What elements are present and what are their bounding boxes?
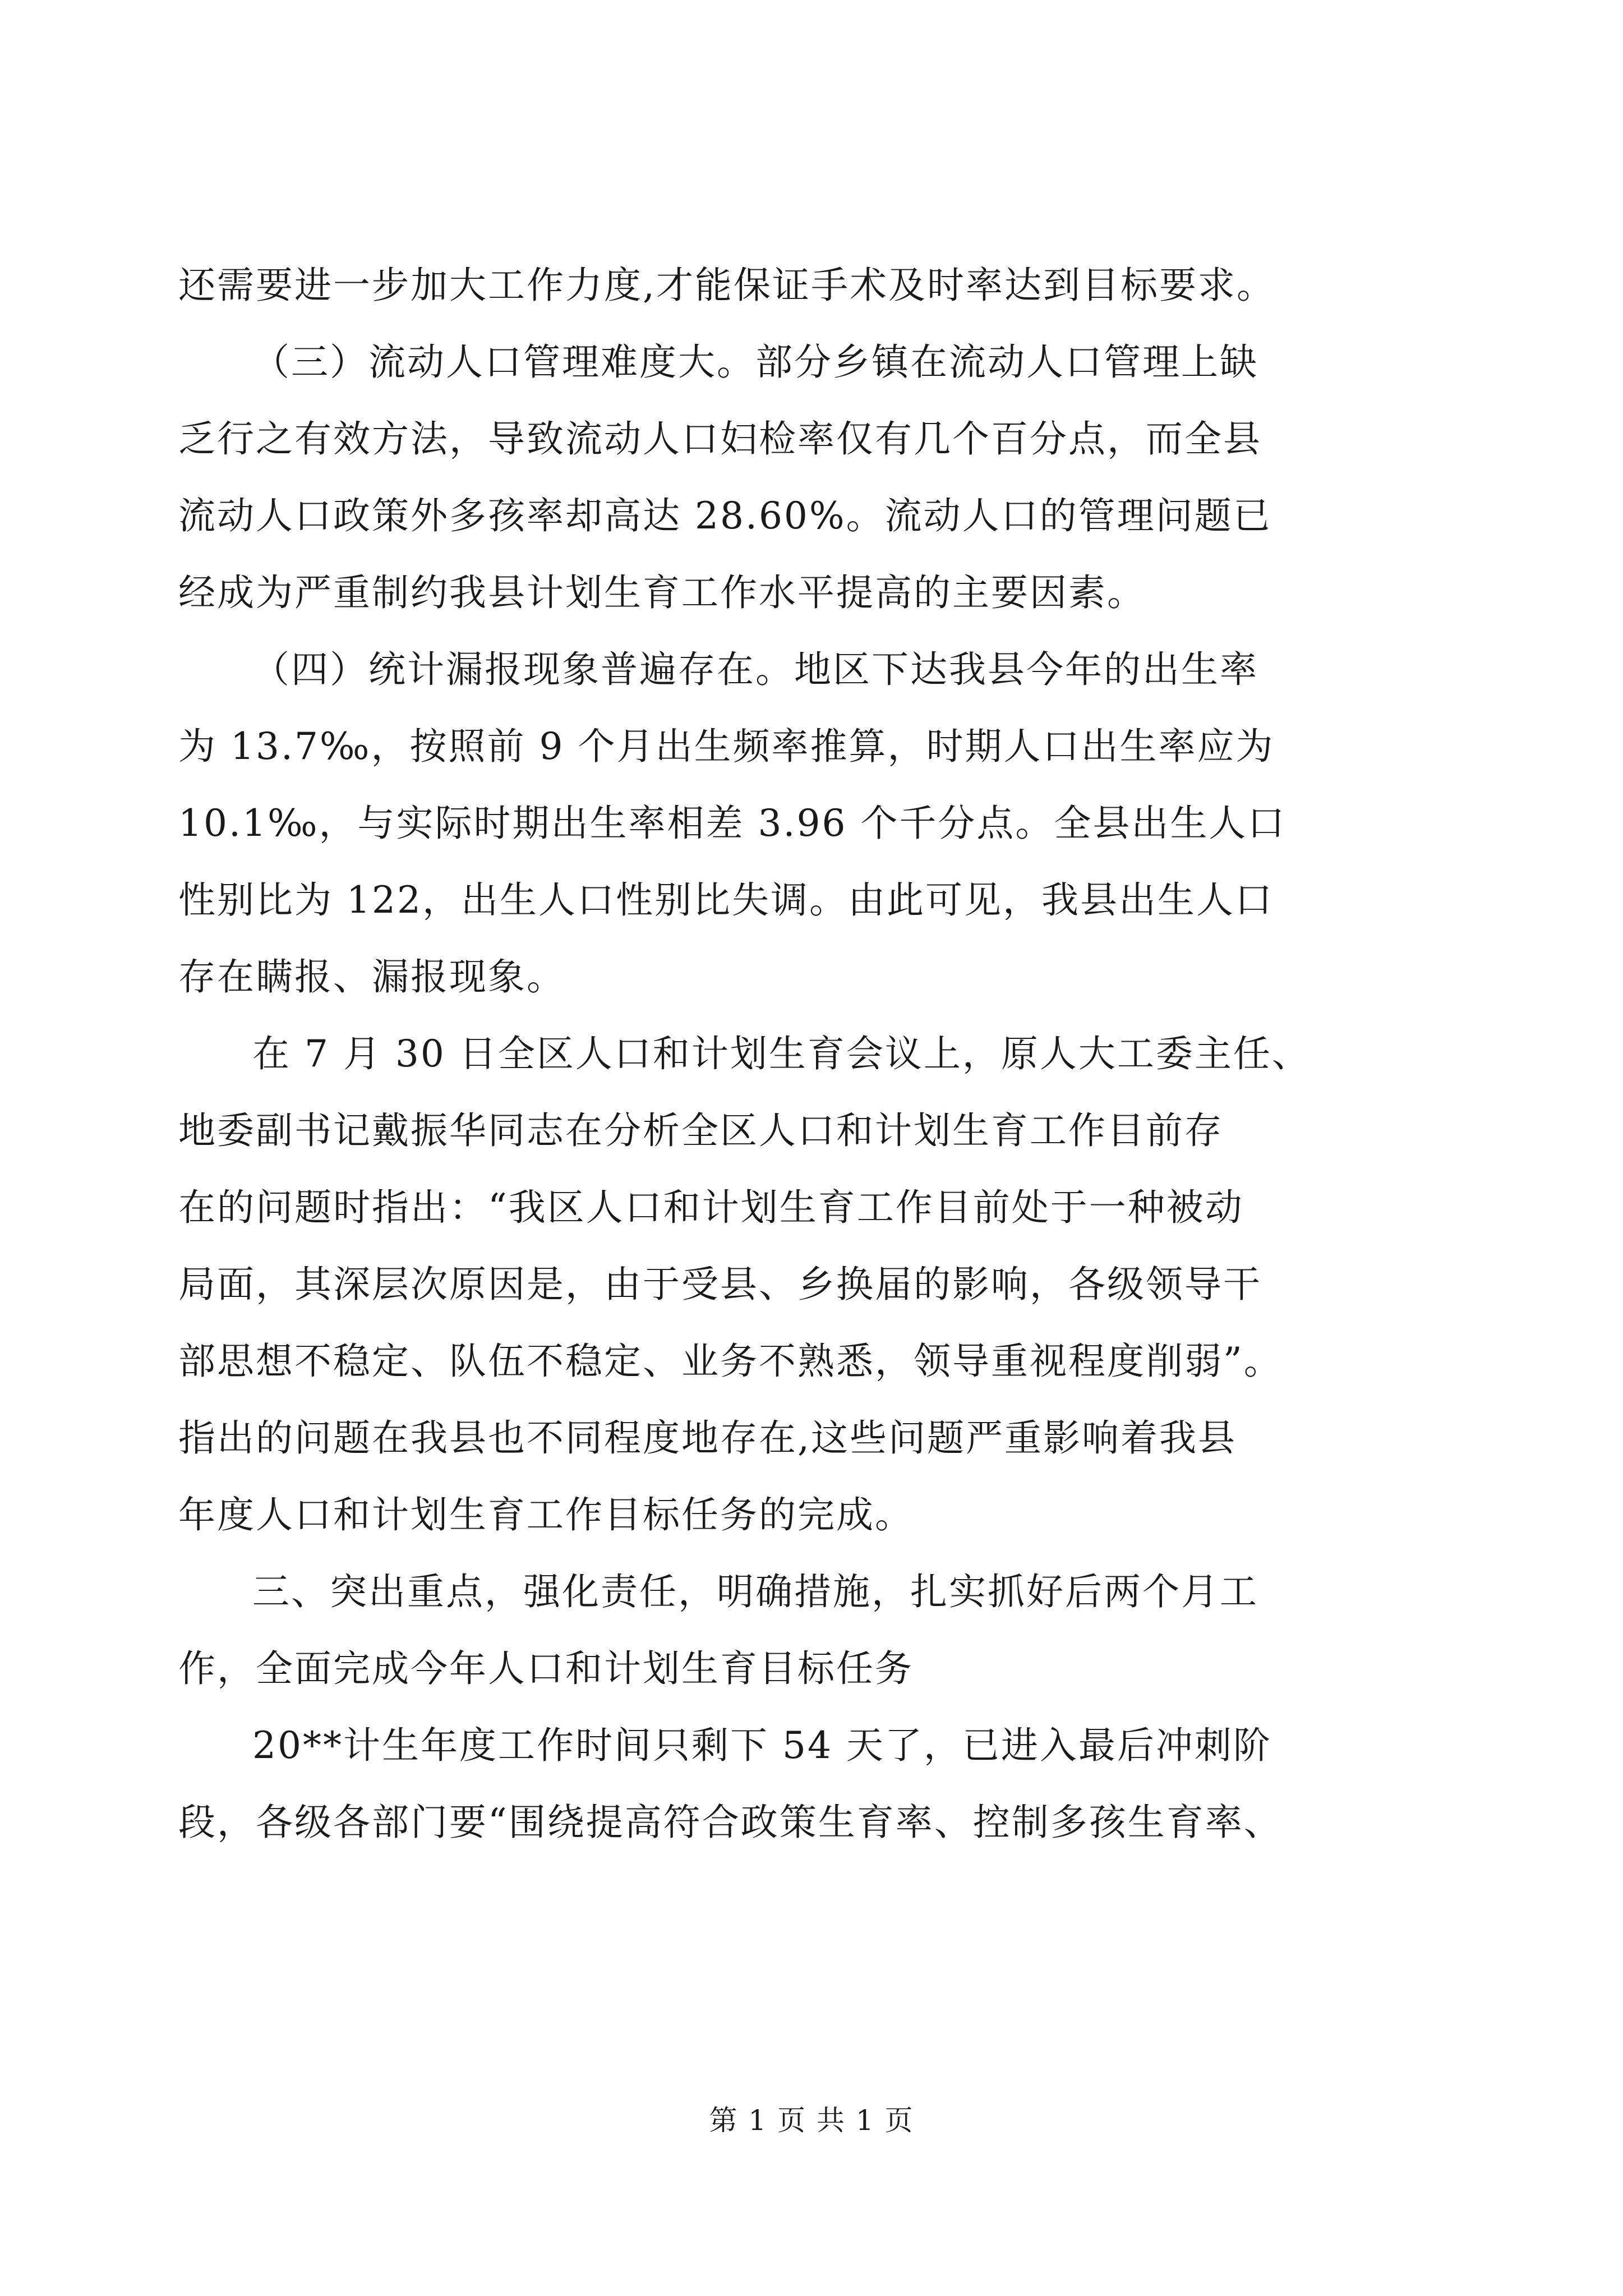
text-line: 流动人口政策外多孩率却高达 28.60%。流动人口的管理问题已 bbox=[178, 494, 1272, 537]
text-line: 性别比为 122，出生人口性别比失调。由此可见，我县出生人口 bbox=[178, 878, 1274, 922]
text-line: 还需要进一步加大工作力度,才能保证手术及时率达到目标要求。 bbox=[178, 264, 1275, 307]
text-line: （四）统计漏报现象普遍存在。地区下达我县今年的出生率 bbox=[252, 648, 1258, 691]
section-heading-line: 三、突出重点，强化责任，明确措施，扎实抓好后两个月工 bbox=[252, 1570, 1258, 1613]
document-body bbox=[178, 247, 1446, 1861]
text-line: （三）流动人口管理难度大。部分乡镇在流动人口管理上缺 bbox=[252, 341, 1258, 384]
text-line: 部思想不稳定、队伍不稳定、业务不熟悉，领导重视程度削弱”。 bbox=[178, 1340, 1283, 1383]
text-line: 为 13.7‰，按照前 9 个月出生频率推算，时期人口出生率应为 bbox=[178, 725, 1275, 768]
section-heading-line: 作，全面完成今年人口和计划生育目标任务 bbox=[178, 1647, 914, 1690]
text-line: 地委副书记戴振华同志在分析全区人口和计划生育工作目前存 bbox=[178, 1109, 1223, 1152]
text-line: 在的问题时指出：“我区人口和计划生育工作目前处于一种被动 bbox=[178, 1186, 1244, 1229]
text-line: 年度人口和计划生育工作目标任务的完成。 bbox=[178, 1493, 914, 1536]
text-line: 段，各级各部门要“围绕提高符合政策生育率、控制多孩生育率、 bbox=[178, 1801, 1283, 1844]
text-line: 局面，其深层次原因是，由于受县、乡换届的影响，各级领导干 bbox=[178, 1263, 1262, 1306]
page-footer bbox=[0, 2101, 1623, 2140]
text-line: 经成为严重制约我县计划生育工作水平提高的主要因素。 bbox=[178, 571, 1146, 614]
text-line: 指出的问题在我县也不同程度地存在,这些问题严重影响着我县 bbox=[178, 1416, 1237, 1460]
text-line: 20**计生年度工作时间只剩下 54 天了，已进入最后冲刺阶 bbox=[252, 1724, 1272, 1767]
text-line: 存在瞒报、漏报现象。 bbox=[178, 955, 565, 999]
text-line: 在 7 月 30 日全区人口和计划生育会议上，原人大工委主任、 bbox=[252, 1032, 1311, 1075]
text-line: 10.1‰，与实际时期出生率相差 3.96 个千分点。全县出生人口 bbox=[178, 802, 1287, 845]
page-number: 第 1 页 共 1 页 bbox=[709, 2104, 914, 2137]
text-line: 乏行之有效方法，导致流动人口妇检率仅有几个百分点，而全县 bbox=[178, 417, 1262, 461]
